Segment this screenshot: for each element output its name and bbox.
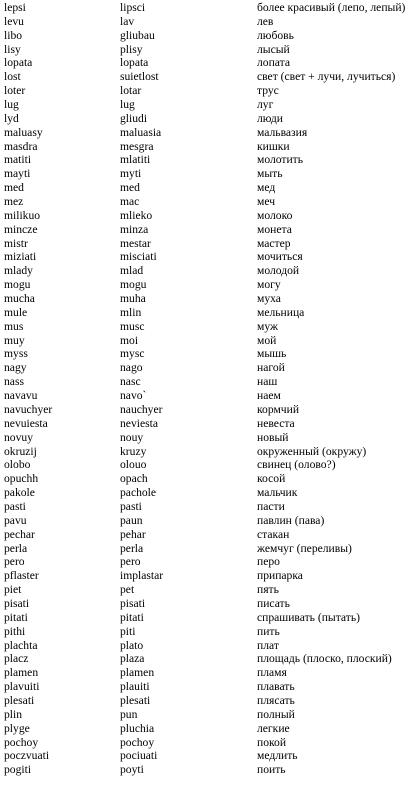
table-row [0, 153, 417, 167]
reference-word-cell: minza [120, 222, 149, 236]
source-word-cell: lopata [4, 56, 33, 70]
reference-word-cell: plato [120, 638, 144, 652]
source-word-cell: maluasy [4, 125, 43, 139]
reference-word-cell: moi [120, 333, 139, 347]
table-row [0, 112, 417, 126]
source-word-cell: pflaster [4, 569, 39, 583]
word-table [0, 1, 417, 777]
russian-translation-cell: писать [257, 596, 290, 610]
reference-word-cell: mlieko [120, 208, 153, 222]
source-word-cell: milikuo [4, 208, 41, 222]
russian-translation-cell: лопата [257, 56, 290, 70]
reference-word-cell: lotar [120, 84, 142, 98]
reference-word-cell: pero [120, 555, 141, 569]
reference-word-cell: plesati [120, 693, 151, 707]
russian-translation-cell: плавать [257, 680, 295, 694]
russian-translation-cell: перо [257, 555, 280, 569]
source-word-cell: perla [4, 541, 28, 555]
source-word-cell: pogiti [4, 763, 32, 777]
russian-translation-cell: плат [257, 638, 279, 652]
source-word-cell: pakole [4, 486, 35, 500]
source-word-cell: pitati [4, 610, 28, 624]
russian-translation-cell: поить [257, 763, 286, 777]
table-row [0, 334, 417, 348]
russian-translation-cell: припарка [257, 569, 303, 583]
source-word-cell: med [4, 181, 24, 195]
reference-word-cell: opach [120, 472, 148, 486]
russian-translation-cell: молоко [257, 208, 293, 222]
table-row [0, 1, 417, 15]
reference-word-cell: suietlost [120, 70, 159, 84]
reference-word-cell: mlin [120, 305, 142, 319]
reference-word-cell: plamen [120, 666, 155, 680]
russian-translation-cell: мальчик [257, 486, 298, 500]
source-word-cell: mule [4, 305, 28, 319]
russian-translation-cell: любовь [257, 28, 294, 42]
reference-word-cell: pasti [120, 499, 142, 513]
source-word-cell: pavu [4, 513, 27, 527]
reference-word-cell: plauiti [120, 680, 150, 694]
table-row [0, 500, 417, 514]
reference-word-cell: pachole [120, 486, 157, 500]
reference-word-cell: neviesta [120, 416, 158, 430]
reference-word-cell: perla [120, 541, 144, 555]
table-row [0, 292, 417, 306]
table-row [0, 126, 417, 140]
source-word-cell: mlady [4, 264, 33, 278]
source-word-cell: pisati [4, 596, 30, 610]
russian-translation-cell: лысый [257, 42, 290, 56]
reference-word-cell: olouo [120, 458, 147, 472]
source-word-cell: levu [4, 14, 24, 28]
russian-translation-cell: жемчуг (переливы) [257, 541, 352, 555]
source-word-cell: plachta [4, 638, 38, 652]
table-row [0, 347, 417, 361]
reference-word-cell: paun [120, 513, 143, 527]
table-row [0, 583, 417, 597]
source-word-cell: miziati [4, 250, 37, 264]
source-word-cell: navavu [4, 389, 38, 403]
table-row [0, 666, 417, 680]
reference-word-cell: plisy [120, 42, 143, 56]
table-row [0, 680, 417, 694]
source-word-cell: lost [4, 70, 21, 84]
table-row [0, 694, 417, 708]
russian-translation-cell: легкие [257, 721, 290, 735]
source-word-cell: pechar [4, 527, 35, 541]
table-row [0, 431, 417, 445]
source-word-cell: muy [4, 333, 25, 347]
reference-word-cell: lopata [120, 56, 149, 70]
russian-translation-cell: мочиться [257, 250, 303, 264]
russian-translation-cell: павлин (пава) [257, 513, 325, 527]
source-word-cell: mistr [4, 236, 28, 250]
table-row [0, 167, 417, 181]
russian-translation-cell: могу [257, 278, 281, 292]
russian-translation-cell: нагой [257, 361, 285, 375]
table-row [0, 569, 417, 583]
table-row [0, 597, 417, 611]
russian-translation-cell: муж [257, 319, 278, 333]
reference-word-cell: plaza [120, 652, 145, 666]
reference-word-cell: lug [120, 98, 135, 112]
source-word-cell: myss [4, 347, 28, 361]
table-row [0, 15, 417, 29]
table-row [0, 458, 417, 472]
source-word-cell: loter [4, 84, 26, 98]
reference-word-cell: nauchyer [120, 402, 163, 416]
russian-translation-cell: косой [257, 472, 286, 486]
russian-translation-cell: стакан [257, 527, 290, 541]
table-row [0, 389, 417, 403]
source-word-cell: pasti [4, 499, 26, 513]
russian-translation-cell: полный [257, 707, 295, 721]
source-word-cell: mucha [4, 292, 35, 306]
source-word-cell: plavuiti [4, 680, 40, 694]
table-row [0, 625, 417, 639]
reference-word-cell: nasc [120, 375, 141, 389]
table-row [0, 708, 417, 722]
table-row [0, 98, 417, 112]
table-row [0, 70, 417, 84]
table-row [0, 320, 417, 334]
russian-translation-cell: окруженный (окружу) [257, 444, 367, 458]
russian-translation-cell: монета [257, 222, 292, 236]
source-word-cell: placz [4, 652, 29, 666]
reference-word-cell: pitati [120, 610, 144, 624]
reference-word-cell: lipsci [120, 1, 146, 14]
reference-word-cell: pociuati [120, 749, 158, 763]
source-word-cell: lug [4, 98, 19, 112]
reference-word-cell: pet [120, 583, 135, 597]
russian-translation-cell: кормчий [257, 402, 300, 416]
table-row [0, 278, 417, 292]
source-word-cell: nevuiesta [4, 416, 48, 430]
reference-word-cell: navo` [120, 389, 147, 403]
russian-translation-cell: невеста [257, 416, 295, 430]
russian-translation-cell: плясать [257, 693, 295, 707]
reference-word-cell: mac [120, 195, 140, 209]
russian-translation-cell: свинец (олово?) [257, 458, 336, 472]
russian-translation-cell: молодой [257, 264, 300, 278]
table-row [0, 528, 417, 542]
reference-word-cell: gliudi [120, 111, 148, 125]
russian-translation-cell: спрашивать (пытать) [257, 610, 360, 624]
table-row [0, 555, 417, 569]
table-row [0, 181, 417, 195]
reference-word-cell: gliubau [120, 28, 155, 42]
source-word-cell: nass [4, 375, 24, 389]
russian-translation-cell: трус [257, 84, 279, 98]
russian-translation-cell: мальвазия [257, 125, 308, 139]
reference-word-cell: pochoy [120, 735, 155, 749]
source-word-cell: mus [4, 319, 24, 333]
reference-word-cell: pisati [120, 596, 146, 610]
table-row [0, 472, 417, 486]
source-word-cell: pithi [4, 624, 26, 638]
source-word-cell: okruzij [4, 444, 37, 458]
source-word-cell: plin [4, 707, 23, 721]
table-row [0, 403, 417, 417]
source-word-cell: pochoy [4, 735, 39, 749]
source-word-cell: olobo [4, 458, 31, 472]
source-word-cell: novuy [4, 430, 33, 444]
source-word-cell: plyge [4, 721, 30, 735]
source-word-cell: mez [4, 195, 24, 209]
table-row [0, 375, 417, 389]
reference-word-cell: mesgra [120, 139, 154, 153]
reference-word-cell: muha [120, 292, 146, 306]
russian-translation-cell: более красивый (лепо, лепый) [257, 1, 406, 14]
reference-word-cell: mlatiti [120, 153, 151, 167]
russian-translation-cell: луг [257, 98, 274, 112]
reference-word-cell: med [120, 181, 140, 195]
table-row [0, 140, 417, 154]
source-word-cell: libo [4, 28, 23, 42]
russian-translation-cell: пламя [257, 666, 287, 680]
table-row [0, 736, 417, 750]
russian-translation-cell: новый [257, 430, 289, 444]
table-row [0, 722, 417, 736]
russian-translation-cell: мой [257, 333, 277, 347]
reference-word-cell: musc [120, 319, 145, 333]
table-row [0, 250, 417, 264]
table-row [0, 652, 417, 666]
reference-word-cell: pehar [120, 527, 146, 541]
table-row [0, 763, 417, 777]
table-row [0, 264, 417, 278]
russian-translation-cell: медлить [257, 749, 298, 763]
russian-translation-cell: свет (свет + лучи, лучиться) [257, 70, 396, 84]
table-row [0, 84, 417, 98]
reference-word-cell: kruzy [120, 444, 147, 458]
reference-word-cell: mestar [120, 236, 151, 250]
reference-word-cell: mogu [120, 278, 147, 292]
source-word-cell: nagy [4, 361, 27, 375]
russian-translation-cell: наем [257, 389, 281, 403]
table-row [0, 306, 417, 320]
source-word-cell: navuchyer [4, 402, 53, 416]
reference-word-cell: lav [120, 14, 135, 28]
table-row [0, 639, 417, 653]
table-row [0, 514, 417, 528]
source-word-cell: poczvuati [4, 749, 50, 763]
table-row [0, 361, 417, 375]
source-word-cell: mayti [4, 167, 31, 181]
source-word-cell: mogu [4, 278, 31, 292]
russian-translation-cell: лев [257, 14, 274, 28]
russian-translation-cell: покой [257, 735, 287, 749]
reference-word-cell: piti [120, 624, 136, 638]
russian-translation-cell: молотить [257, 153, 304, 167]
table-row [0, 29, 417, 43]
russian-translation-cell: кишки [257, 139, 290, 153]
table-row [0, 223, 417, 237]
reference-word-cell: nouy [120, 430, 144, 444]
source-word-cell: plamen [4, 666, 39, 680]
source-word-cell: mincze [4, 222, 38, 236]
source-word-cell: lyd [4, 111, 19, 125]
table-row [0, 56, 417, 70]
table-row [0, 195, 417, 209]
table-row [0, 611, 417, 625]
reference-word-cell: misciati [120, 250, 157, 264]
source-word-cell: masdra [4, 139, 38, 153]
table-row [0, 542, 417, 556]
russian-translation-cell: мастер [257, 236, 291, 250]
source-word-cell: matiti [4, 153, 32, 167]
reference-word-cell: pun [120, 707, 138, 721]
source-word-cell: pero [4, 555, 25, 569]
russian-translation-cell: люди [257, 111, 283, 125]
reference-word-cell: implastar [120, 569, 164, 583]
reference-word-cell: nago [120, 361, 143, 375]
russian-translation-cell: мыть [257, 167, 283, 181]
reference-word-cell: maluasia [120, 125, 162, 139]
reference-word-cell: mysc [120, 347, 145, 361]
table-row [0, 417, 417, 431]
source-word-cell: opuchh [4, 472, 39, 486]
russian-translation-cell: мед [257, 181, 276, 195]
table-row [0, 237, 417, 251]
russian-translation-cell: пасти [257, 499, 285, 513]
source-word-cell: piet [4, 583, 22, 597]
reference-word-cell: poyti [120, 763, 144, 777]
reference-word-cell: myti [120, 167, 142, 181]
russian-translation-cell: пить [257, 624, 280, 638]
russian-translation-cell: площадь (плоско, плоский) [257, 652, 392, 666]
russian-translation-cell: мельница [257, 305, 305, 319]
table-row [0, 43, 417, 57]
russian-translation-cell: наш [257, 375, 278, 389]
reference-word-cell: mlad [120, 264, 144, 278]
russian-translation-cell: меч [257, 195, 276, 209]
source-word-cell: lepsi [4, 1, 26, 14]
table-row [0, 486, 417, 500]
russian-translation-cell: пять [257, 583, 279, 597]
table-row [0, 209, 417, 223]
source-word-cell: lisy [4, 42, 21, 56]
russian-translation-cell: муха [257, 292, 281, 306]
reference-word-cell: pluchia [120, 721, 155, 735]
table-row [0, 749, 417, 763]
table-row [0, 445, 417, 459]
source-word-cell: plesati [4, 693, 35, 707]
russian-translation-cell: мышь [257, 347, 287, 361]
